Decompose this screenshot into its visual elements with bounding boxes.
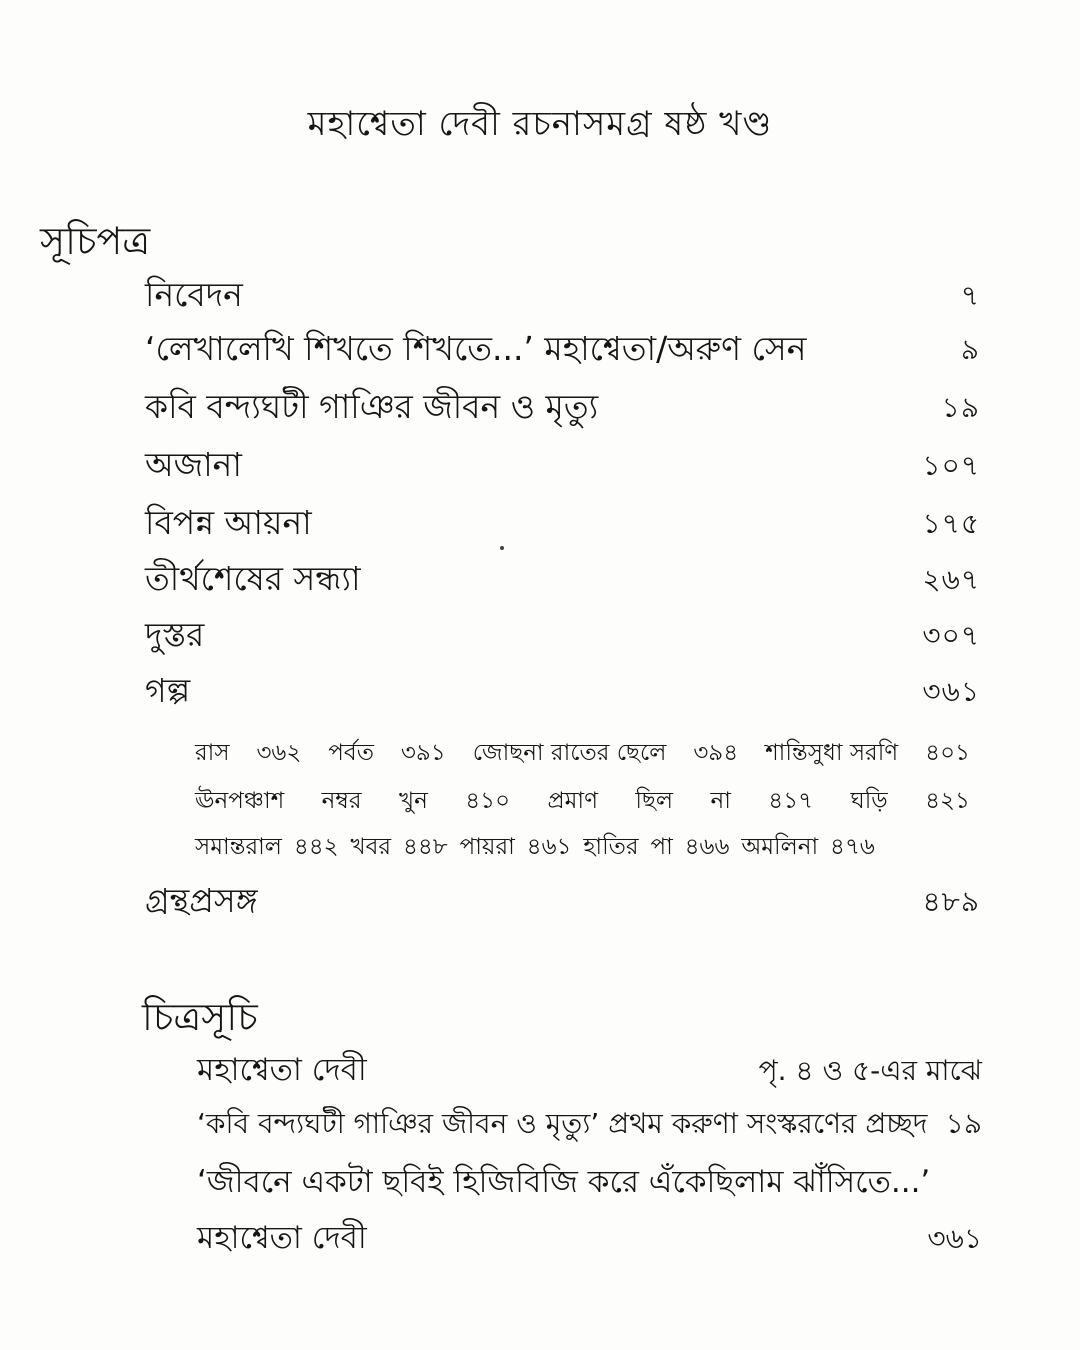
- story-item: শান্তিসুধা সরণি: [765, 740, 899, 766]
- toc-entry-page: ৯: [960, 332, 980, 366]
- story-item: নম্বর: [321, 788, 362, 814]
- toc-entry: [145, 668, 980, 718]
- story-page: ৩৯১: [400, 740, 446, 766]
- story-item: অমলিনা: [741, 834, 819, 860]
- story-page: ৪৬৬: [684, 834, 730, 860]
- toc-entry-title: নিবেদন: [145, 275, 243, 314]
- toc-entry: [145, 878, 980, 928]
- ink-speck: [500, 546, 504, 550]
- toc-entry: [145, 442, 980, 492]
- toc-entry: [145, 326, 980, 376]
- toc-entry-page: ১৭৫: [922, 506, 980, 540]
- toc-entry-title: তীর্থশেষের সন্ধ্যা: [145, 559, 361, 598]
- illustration-page: পৃ. ৪ ও ৫-এর মাঝে: [758, 1053, 982, 1087]
- story-item: সমান্তরাল: [195, 834, 282, 860]
- story-item: হাতির: [583, 834, 639, 860]
- illustrations-heading: চিত্রসূচি: [142, 995, 258, 1039]
- toc-entry-title: গল্প: [145, 671, 191, 710]
- story-item: খুন: [399, 788, 428, 814]
- illustration-entry: [197, 1214, 982, 1266]
- story-page: ৪৬১: [526, 834, 572, 860]
- story-page: ৪০১: [925, 740, 970, 766]
- toc-entry-page: ৩৬১: [922, 674, 980, 708]
- story-item: পা: [650, 834, 673, 860]
- story-page: ৪৪২: [293, 834, 339, 860]
- toc-entry: [145, 500, 980, 550]
- illustration-title: মহাশ্বেতা দেবী: [197, 1220, 367, 1256]
- story-list-line: [195, 734, 970, 773]
- toc-entry-page: ২৬৭: [922, 562, 980, 596]
- story-list-line: [195, 782, 970, 821]
- story-page: ৪২১: [925, 788, 970, 814]
- toc-entry-page: ৪৮৯: [922, 884, 980, 918]
- story-item: পর্বত: [328, 740, 374, 766]
- story-page: ৪১০: [465, 788, 511, 814]
- story-page: ৩৯৪: [693, 740, 739, 766]
- toc-entry-title: অজানা: [145, 445, 242, 484]
- story-item: প্রমাণ: [547, 788, 598, 814]
- story-page: ৪১৭: [768, 788, 814, 814]
- illustration-entry: [197, 1046, 982, 1098]
- toc-entry-title: বিপন্ন আয়না: [145, 503, 312, 542]
- story-item: জোছনা রাতের ছেলে: [472, 740, 667, 766]
- toc-entry: [145, 384, 980, 434]
- story-item: ঊনপঞ্চাশ: [195, 788, 285, 814]
- illustration-title: ‘জীবনে একটা ছবিই হিজিবিজি করে এঁকেছিলাম ঝাঁসিতে...’: [197, 1164, 931, 1200]
- story-item: ঘড়ি: [850, 788, 888, 814]
- story-item: রাস: [195, 740, 230, 766]
- story-item: খবর: [350, 834, 392, 860]
- story-item: ছিল: [635, 788, 674, 814]
- illustration-title: ‘কবি বন্দ্যঘটী গাঞির জীবন ও মৃত্যু’ প্রথম করুণা সংস্করণের প্রচ্ছদ: [197, 1107, 928, 1140]
- toc-entry-page: ১০৭: [922, 448, 980, 482]
- toc-entry-page: ৭: [960, 278, 980, 312]
- illustration-entry: [197, 1158, 982, 1210]
- story-page: ৪৭৬: [830, 834, 875, 860]
- illustration-title: মহাশ্বেতা দেবী: [197, 1052, 367, 1088]
- toc-entry-title: কবি বন্দ্যঘটী গাঞির জীবন ও মৃত্যু: [145, 387, 599, 426]
- story-page: ৩৬২: [256, 740, 302, 766]
- toc-entry: [145, 556, 980, 606]
- illustration-entry: [197, 1102, 982, 1149]
- toc-entry-title: দুস্তর: [145, 615, 205, 654]
- toc-entry-page: ৩০৭: [922, 618, 980, 652]
- story-item: পায়রা: [459, 834, 515, 860]
- story-list-line: [195, 828, 875, 867]
- book-title: মহাশ্বেতা দেবী রচনাসমগ্র ষষ্ঠ খণ্ড: [307, 104, 773, 144]
- toc-entry: [145, 612, 980, 662]
- illustration-page: ১৯: [945, 1107, 982, 1140]
- story-page: ৪৪৮: [402, 834, 448, 860]
- story-item: না: [710, 788, 731, 814]
- contents-heading: সূচিপত্র: [40, 219, 151, 263]
- illustration-page: ৩৬১: [927, 1221, 982, 1255]
- toc-entry-page: ১৯: [941, 390, 980, 424]
- toc-entry-title: ‘লেখালেখি শিখতে শিখতে...’ মহাশ্বেতা/অরুণ সেন: [145, 329, 807, 368]
- toc-entry-title: গ্রন্থপ্রসঙ্গ: [145, 881, 258, 920]
- toc-entry: [145, 272, 980, 322]
